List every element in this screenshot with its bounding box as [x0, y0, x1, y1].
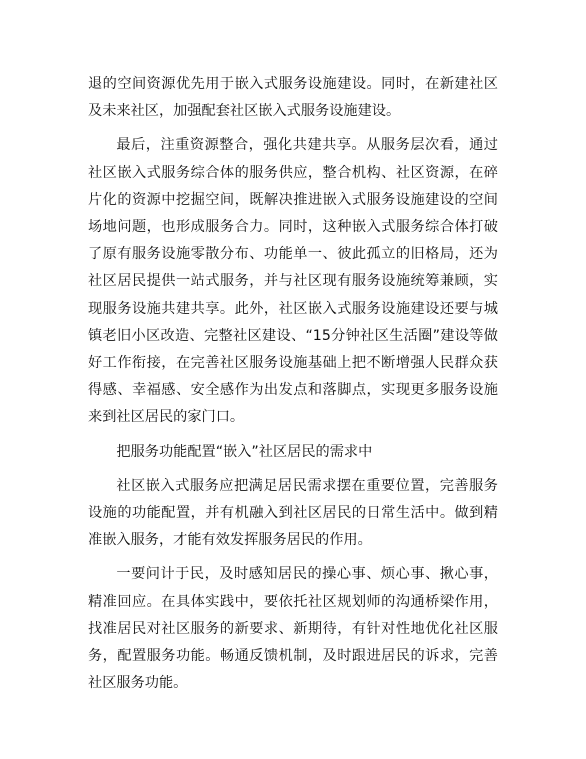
document-body	[88, 71, 498, 704]
paragraph-resource-integration: 最后，注重资源整合，强化共建共享。从服务层次看，通过社区嵌入式服务综合体的服务供应，整合机构、社区资源，在碎片化的资源中挖掘空间，既解决推进嵌入式服务设施建设的空间场地问题，也形成服务合力。同时，这种嵌入式服务综合体打破了原有服务设施零散分布、功能单一、彼此孤立的旧格局，还为社区居民提供一站式服务，并与社区现有服务设施统筹兼顾，实现服务设施共建共享。此外，社区嵌入式服务设施建设还要与城镇老旧小区改造、完整社区建设、“15分钟社区生活圈”建设等做好工作衔接，在完善社区服务设施基础上把不断增强人民群众获得感、幸福感、安全感作为出发点和落脚点，实现更多服务设施来到社区居民的家门口。	[88, 137, 498, 426]
paragraph-continuation: 退的空间资源优先用于嵌入式服务设施建设。同时，在新建社区及未来社区，加强配套社区嵌入式服务设施建设。	[88, 76, 498, 120]
section-heading: 把服务功能配置“嵌入”社区居民的需求中	[116, 443, 373, 460]
paragraph-consult-residents: 一要问计于民，及时感知居民的操心事、烦心事、揪心事，精准回应。在具体实践中，要依托社区规划师的沟通桥梁作用，找准居民对社区服务的新要求、新期待，有针对性地优化社区服务，配置服务功能。畅通反馈机制，及时跟进居民的诉求，完善社区服务功能。	[88, 566, 498, 692]
paragraph-resident-needs: 社区嵌入式服务应把满足居民需求摆在重要位置，完善服务设施的功能配置，并有机融入到社区居民的日常生活中。做到精准嵌入服务，才能有效发挥服务居民的作用。	[88, 477, 498, 549]
